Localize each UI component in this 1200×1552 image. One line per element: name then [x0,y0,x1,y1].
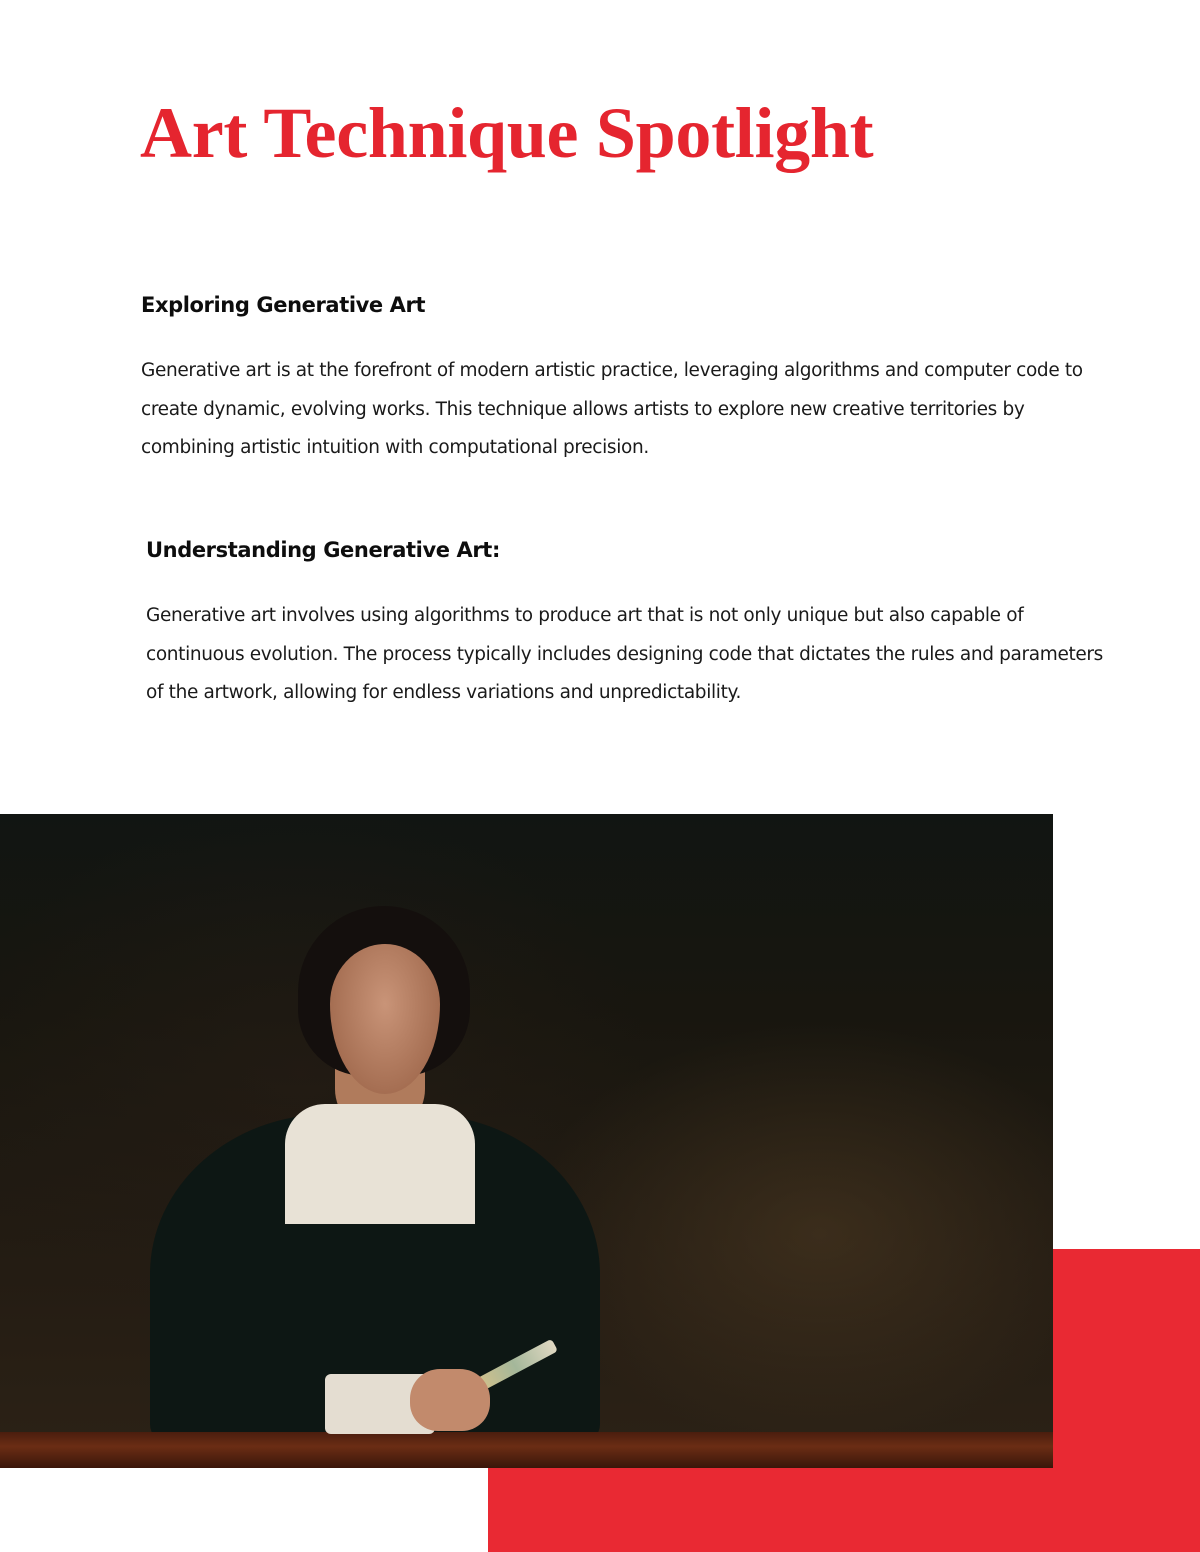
section-heading: Exploring Generative Art [141,293,426,317]
section-body: Generative art is at the forefront of modern artistic practice, leveraging algorithms and computer code to create dynamic, evolving works. This technique allows artists to explore new creative territories by combining artistic intuition with computational precision. [141,360,1083,458]
page-title: Art Technique Spotlight [140,93,874,173]
section-understanding-generative-art [146,535,1106,713]
wooden-table [0,1432,1053,1468]
figure-hand [410,1369,490,1431]
section-body: Generative art involves using algorithms to produce art that is not only unique but also capable of continuous evolution. The process typically includes designing code that dictates the rules and parameters of the artwork, allowing for endless variations and unpredictability. [146,605,1103,703]
portrait-photo [0,814,1053,1468]
section-heading: Understanding Generative Art: [146,538,500,562]
section-exploring-generative-art [141,290,1101,468]
figure-collar [285,1104,475,1224]
